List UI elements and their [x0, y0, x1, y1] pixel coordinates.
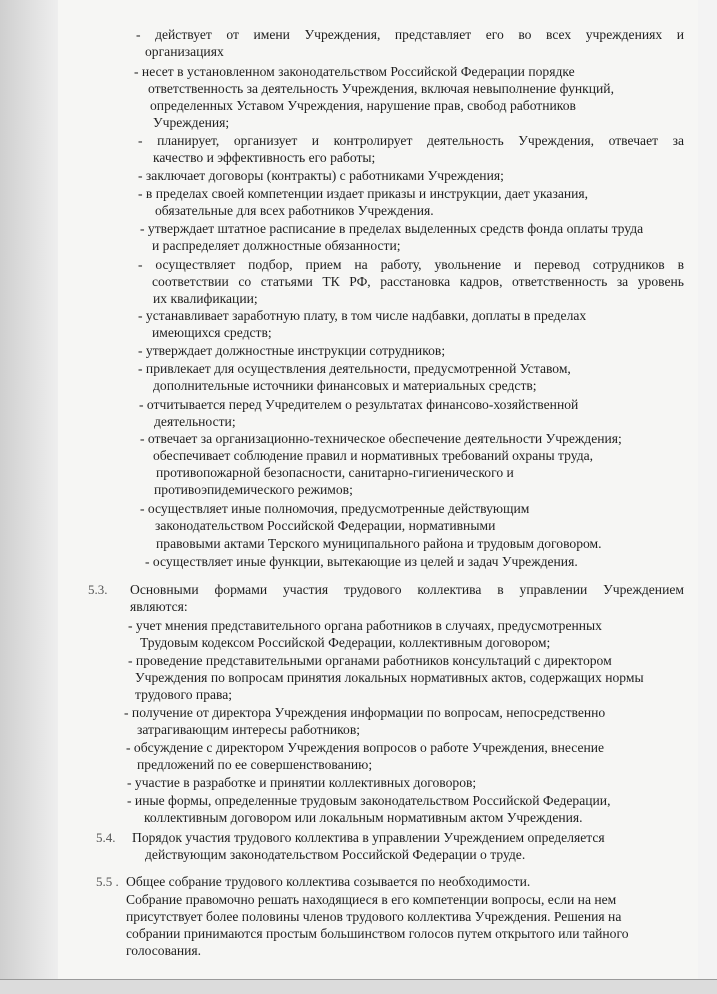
list-item: правовыми актами Терского муниципального района и трудовым договором.	[156, 536, 602, 551]
list-item: противоэпидемического режимов;	[154, 482, 353, 497]
list-item: противопожарной безопасности, санитарно-гигиенического и	[156, 465, 514, 480]
list-item: коллективным договором или локальным нормативным актом Учреждения.	[144, 810, 583, 825]
list-item: соответствии со статьями ТК РФ, расстановка кадров, ответственность за уровень	[152, 274, 684, 289]
list-item: - отвечает за организационно-техническое обеспечение деятельности Учреждения;	[140, 431, 622, 446]
list-item: - утверждает штатное расписание в пределах выделенных средств фонда оплаты труда	[140, 221, 644, 236]
list-item: обеспечивает соблюдение правил и нормативных требований охраны труда,	[153, 448, 594, 463]
section-number: 5.5 .	[96, 874, 119, 889]
section-text: Общее собрание трудового коллектива созывается по необходимости.	[126, 874, 531, 889]
list-item: имеющихся средств;	[152, 325, 272, 340]
list-item: Учреждения;	[153, 115, 230, 130]
list-item: - обсуждение с директором Учреждения вопросов о работе Учреждения, внесение	[126, 740, 605, 755]
scan-left-shadow	[0, 0, 58, 993]
list-item: предложений по ее совершенствованию;	[137, 757, 373, 772]
section-number: 5.3.	[88, 582, 108, 597]
scan-right-margin	[698, 0, 717, 993]
list-item: деятельности;	[154, 414, 236, 429]
list-item: - заключает договоры (контракты) с работниками Учреждения;	[138, 168, 504, 183]
list-item: - устанавливает заработную плату, в том числе надбавки, доплаты в пределах	[138, 308, 587, 323]
list-item: их квалификации;	[153, 291, 258, 306]
list-item: - осуществляет иные полномочия, предусмотренные действующим	[140, 501, 530, 516]
list-item: Трудовым кодексом Российской Федерации, коллективным договором;	[140, 635, 551, 650]
section-text: являются:	[130, 599, 188, 614]
list-item: - утверждает должностные инструкции сотрудников;	[138, 343, 446, 358]
list-item: затрагивающим интересы работников;	[137, 722, 361, 737]
section-text: Порядок участия трудового коллектива в управлении Учреждением определяется	[132, 830, 605, 845]
list-item: - осуществляет подбор, прием на работу, увольнение и перевод сотрудников в	[138, 257, 684, 272]
list-item: - получение от директора Учреждения информации по вопросам, непосредственно	[124, 705, 606, 720]
list-item: Учреждения по вопросам принятия локальных нормативных актов, содержащих нормы	[135, 670, 644, 685]
list-item: - проведение представительными органами работников консультаций с директором	[128, 653, 612, 668]
section-text: Собрание правомочно решать находящиеся в его компетенции вопросы, если на нем	[126, 892, 617, 907]
section-text: присутствует более половины членов трудового коллектива Учреждения. Решения на	[126, 909, 622, 924]
list-item: - осуществляет иные функции, вытекающие из целей и задач Учреждения.	[145, 554, 578, 569]
section-text: голосования.	[126, 943, 202, 958]
list-item: - несет в установленном законодательством Российской Федерации порядке	[134, 64, 575, 79]
list-item: ответственность за деятельность Учреждения, включая невыполнение функций,	[148, 81, 614, 96]
list-item: законодательством Российской Федерации, нормативными	[155, 518, 496, 533]
list-item: - участие в разработке и принятии коллективных договоров;	[127, 775, 477, 790]
section-number: 5.4.	[96, 830, 116, 845]
list-item: трудового права;	[135, 687, 233, 702]
list-item: определенных Уставом Учреждения, нарушение прав, свобод работников	[150, 98, 576, 113]
section-text: действующим законодательством Российской Федерации о труде.	[145, 847, 526, 862]
list-item: - привлекает для осуществления деятельности, предусмотренной Уставом,	[138, 361, 571, 376]
list-item: - отчитывается перед Учредителем о результатах финансово-хозяйственной	[139, 397, 579, 412]
list-item: - иные формы, определенные трудовым законодательством Российской Федерации,	[127, 793, 611, 808]
scan-bottom-edge	[0, 979, 717, 994]
list-item: и распределяет должностные обязанности;	[152, 238, 401, 253]
list-item: - планирует, организует и контролирует деятельность Учреждения, отвечает за	[138, 133, 684, 148]
section-text: собрании принимаются простым большинством голосов путем открытого или тайного	[126, 926, 629, 941]
list-item: дополнительные источники финансовых и материальных средств;	[153, 378, 537, 393]
list-item: - действует от имени Учреждения, представляет его во всех учреждениях и	[136, 27, 684, 42]
list-item: - в пределах своей компетенции издает приказы и инструкции, дает указания,	[138, 186, 589, 201]
section-text: Основными формами участия трудового коллектива в управлении Учреждением	[130, 582, 684, 597]
list-item: качество и эффективность его работы;	[153, 150, 376, 165]
list-item: организациях	[145, 44, 224, 59]
list-item: - учет мнения представительного органа работников в случаях, предусмотренных	[128, 618, 602, 633]
list-item: обязательные для всех работников Учреждения.	[155, 203, 434, 218]
